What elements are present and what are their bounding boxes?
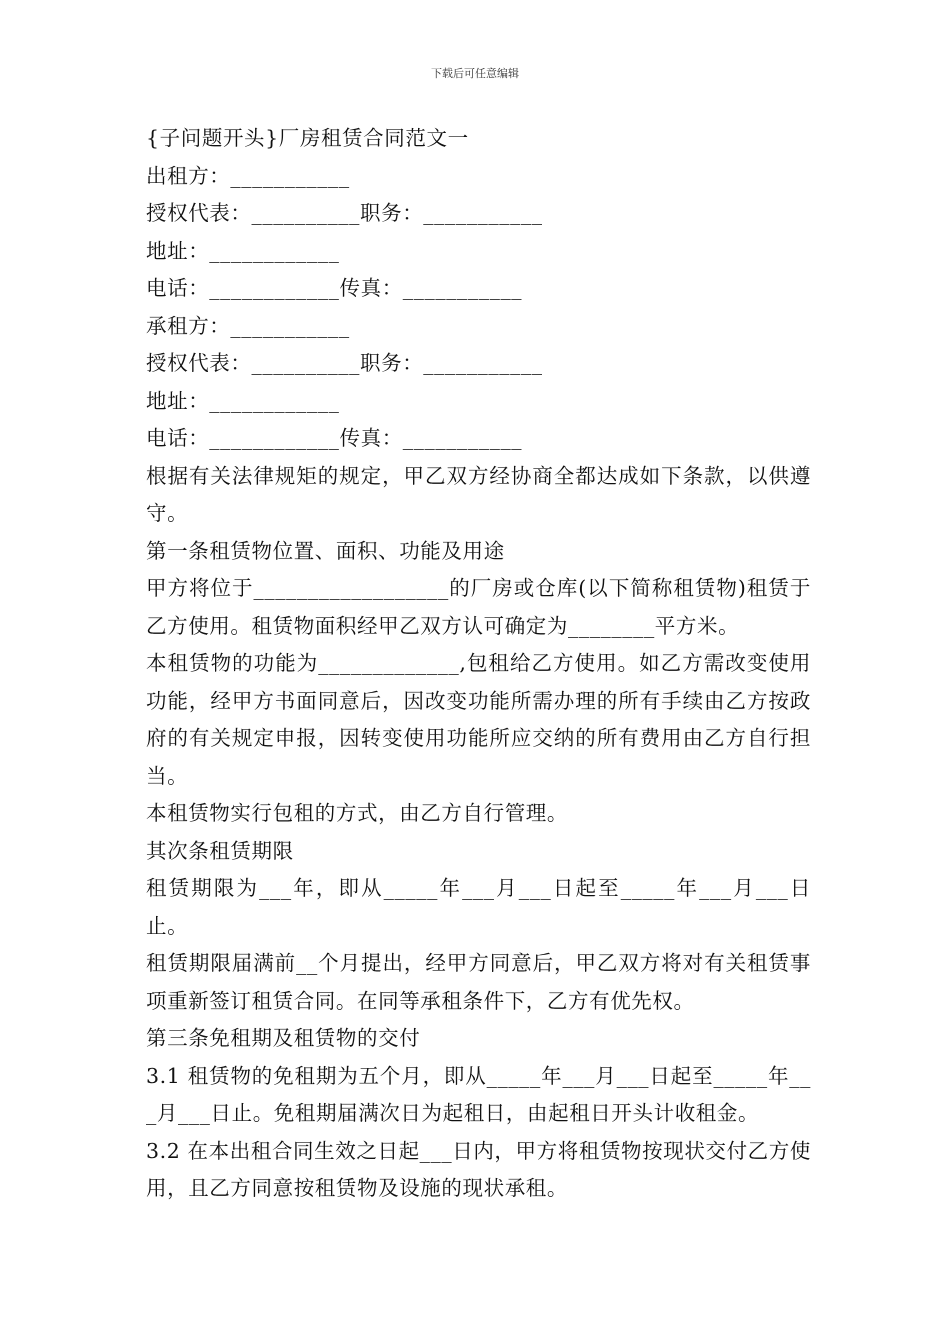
lessor-address-line: 地址：____________ <box>146 238 340 263</box>
preamble-paragraph: 根据有关法律规矩的规定，甲乙双方经协商全都达成如下条款，以供遵守。 <box>146 463 811 525</box>
article3-paragraph-free-period: 3.1 租赁物的免租期为五个月，即从_____年___月___日起至_____年___月___日止。免租期届满次日为起租日，由起租日开头计收租金。 <box>146 1063 811 1125</box>
lessee-address-line: 地址：____________ <box>146 388 340 413</box>
document-title: {子问题开头}厂房租赁合同范文一 <box>146 126 469 150</box>
article1-paragraph-location: 甲方将位于__________________的厂房或仓库(以下简称租赁物)租赁于乙方使用。租赁物面积经甲乙双方认可确定为________平方米。 <box>146 576 811 638</box>
lessee-name-line: 承租方：___________ <box>146 313 350 338</box>
article2-paragraph-term: 租赁期限为___年，即从_____年___月___日起至_____年___月___日止。 <box>146 876 811 938</box>
lessor-name-line: 出租方：___________ <box>146 163 350 188</box>
lessee-phone-fax-line: 电话：____________传真：___________ <box>146 426 523 450</box>
article1-heading: 第一条租赁物位置、面积、功能及用途 <box>146 538 505 563</box>
document-body <box>146 120 811 1208</box>
page-header: 下载后可任意编辑 <box>431 67 519 80</box>
article3-heading: 第三条免租期及租赁物的交付 <box>146 1026 421 1050</box>
article3-paragraph-delivery: 3.2 在本出租合同生效之日起___日内，甲方将租赁物按现状交付乙方使用，且乙方同意按租赁物及设施的现状承租。 <box>146 1138 811 1200</box>
article1-paragraph-function: 本租赁物的功能为_____________,包租给乙方使用。如乙方需改变使用功能，经甲方书面同意后，因改变功能所需办理的所有手续由乙方按政府的有关规定申报，因转变使用功能所应交纳的所有费用由乙方自行担当。 <box>146 651 811 788</box>
lessor-phone-fax-line: 电话：____________传真：___________ <box>146 276 523 300</box>
article2-paragraph-renewal: 租赁期限届满前__个月提出，经甲方同意后，甲乙双方将对有关租赁事项重新签订租赁合同。在同等承租条件下，乙方有优先权。 <box>146 951 811 1013</box>
article2-heading: 其次条租赁期限 <box>146 838 294 863</box>
article1-paragraph-management: 本租赁物实行包租的方式，由乙方自行管理。 <box>146 801 568 825</box>
lessor-representative-line: 授权代表：__________职务：___________ <box>146 201 543 225</box>
lessee-representative-line: 授权代表：__________职务：___________ <box>146 351 543 375</box>
